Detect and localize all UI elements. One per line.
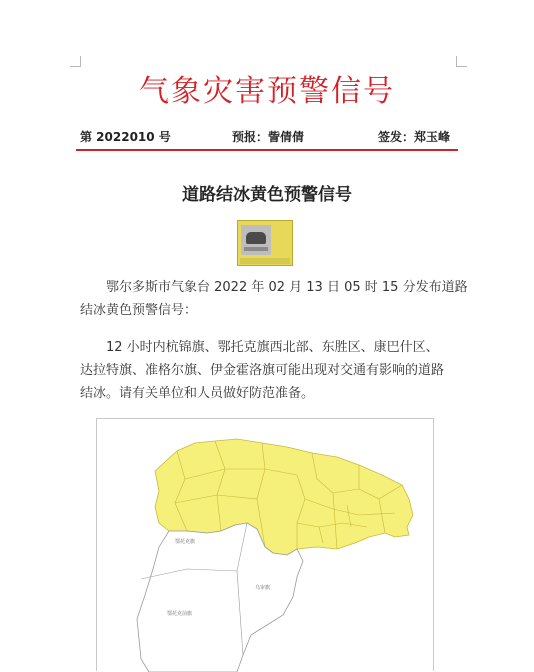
icon-label-strip (240, 258, 290, 264)
paragraph-line: 鄂尔多斯市气象台 2022 年 02 月 13 日 05 时 15 分发布道路 (106, 280, 468, 295)
icon-picture (241, 225, 271, 255)
map-svg (97, 419, 435, 672)
paragraph-line: 12 小时内杭锦旗、鄂托克旗西北部、东胜区、康巴什区、 (106, 340, 439, 355)
issuer: 签发：郑玉峰 (378, 130, 451, 144)
header-divider (76, 149, 458, 151)
paragraph-issuance (80, 276, 468, 322)
forecaster: 预报：訾倩倩 (232, 130, 305, 144)
paragraph-line: 结冰。请有关单位和人员做好防范准备。 (80, 386, 315, 401)
paragraph-areas (80, 336, 460, 405)
issue-number: 第 2022010 号 (80, 130, 171, 144)
map-label-etuokeqian: 鄂托克前旗 (167, 611, 193, 617)
warning-map (96, 418, 434, 671)
map-label-etuoke: 鄂托克旗 (175, 539, 196, 545)
map-label-wushen: 乌审旗 (255, 585, 271, 591)
car-icon (246, 232, 266, 244)
document-header-title: 气象灾害预警信号 (139, 74, 395, 109)
road-icing-yellow-warning-icon (237, 220, 293, 266)
paragraph-line: 达拉特旗、准格尔旗、伊金霍洛旗可能出现对交通有影响的道路 (80, 363, 445, 378)
warning-title: 道路结冰黄色预警信号 (182, 185, 352, 205)
ice-icon (244, 247, 268, 251)
paragraph-line: 结冰黄色预警信号： (80, 303, 198, 318)
